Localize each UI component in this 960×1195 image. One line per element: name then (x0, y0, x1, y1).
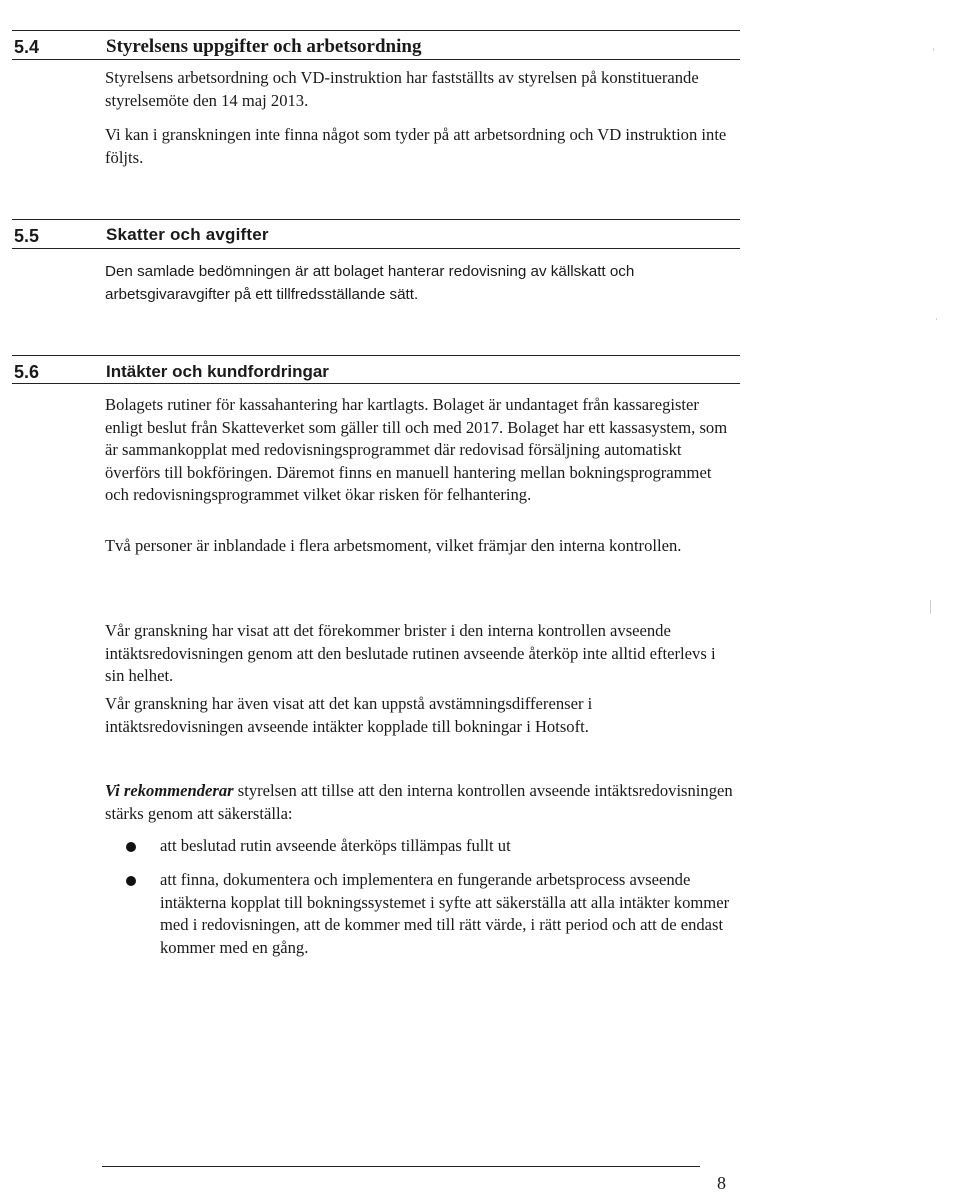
paragraph: Bolagets rutiner för kassahantering har kartlagts. Bolaget är undantaget från kassaregister enligt beslut från Skatteverket som gäller till och med 2017. Bolaget har ett kassasystem, som är sammankopplat med redovisningsprogrammet där redovisad försäljning automatiskt överförs till bokföringen. Däremot finns en manuell hantering mellan bokningsprogrammet och redovisningsprogrammet vilket ökar risken för felhantering. (105, 395, 728, 504)
bullet-dot (126, 842, 136, 852)
paragraph: Två personer är inblandade i flera arbetsmoment, vilket främjar den interna kontrollen. (105, 536, 682, 555)
section-title: Intäkter och kundfordringar (106, 362, 329, 381)
section-number: 5.4 (14, 37, 40, 57)
scan-speck (936, 318, 937, 320)
section-5-5-bottom-rule (12, 248, 740, 249)
section-5-4-top-rule (12, 30, 740, 31)
paragraph: Den samlade bedömningen är att bolaget hanterar redovisning av källskatt och arbetsgivaravgifter på ett tillfredsställande sätt. (105, 263, 635, 303)
recommendation-paragraph (105, 780, 733, 825)
section-5-4-bottom-rule (12, 59, 740, 60)
section-title: Skatter och avgifter (106, 225, 269, 244)
section-5-5-top-rule (12, 219, 740, 220)
bullet-dot (126, 876, 136, 886)
section-5-6-bottom-rule (12, 383, 740, 384)
bullet-item: att finna, dokumentera och implementera en fungerande arbetsprocess avseende intäkterna kopplat till bokningssystemet i syfte att säkerställa att alla intäkter kommer med i redovisningen, att de kommer med till rätt värde, i rätt period och att de endast kommer med en gång. (160, 870, 730, 957)
recommendation-text: styrelsen att tillse att den interna kontrollen avseende intäktsredovisningen stärks genom att säkerställa: (105, 781, 733, 823)
paragraph: Vår granskning har visat att det förekommer brister i den interna kontrollen avseende intäktsredovisningen genom att den beslutade rutinen avseende återköp inte alltid efterlevs i sin helhet. (105, 621, 716, 685)
paragraph: Styrelsens arbetsordning och VD-instruktion har fastställts av styrelsen på konstituerande styrelsemöte den 14 maj 2013. (105, 68, 699, 110)
section-5-6-top-rule (12, 355, 740, 356)
page-number: 8 (717, 1173, 726, 1193)
bullet-item: att beslutad rutin avseende återköps tillämpas fullt ut (160, 836, 511, 855)
recommendation-lead: Vi rekommenderar (105, 781, 234, 800)
section-title: Styrelsens uppgifter och arbetsordning (106, 36, 422, 57)
section-number: 5.6 (14, 362, 40, 382)
section-number: 5.5 (14, 226, 40, 246)
scan-speck (933, 48, 934, 51)
footer-rule (102, 1166, 700, 1167)
paragraph: Vår granskning har även visat att det kan uppstå avstämningsdifferenser i intäktsredovisningen avseende intäkter kopplade till bokningar i Hotsoft. (105, 694, 593, 736)
paragraph: Vi kan i granskningen inte finna något som tyder på att arbetsordning och VD instruktion inte följts. (105, 125, 727, 167)
scan-speck (930, 600, 931, 614)
